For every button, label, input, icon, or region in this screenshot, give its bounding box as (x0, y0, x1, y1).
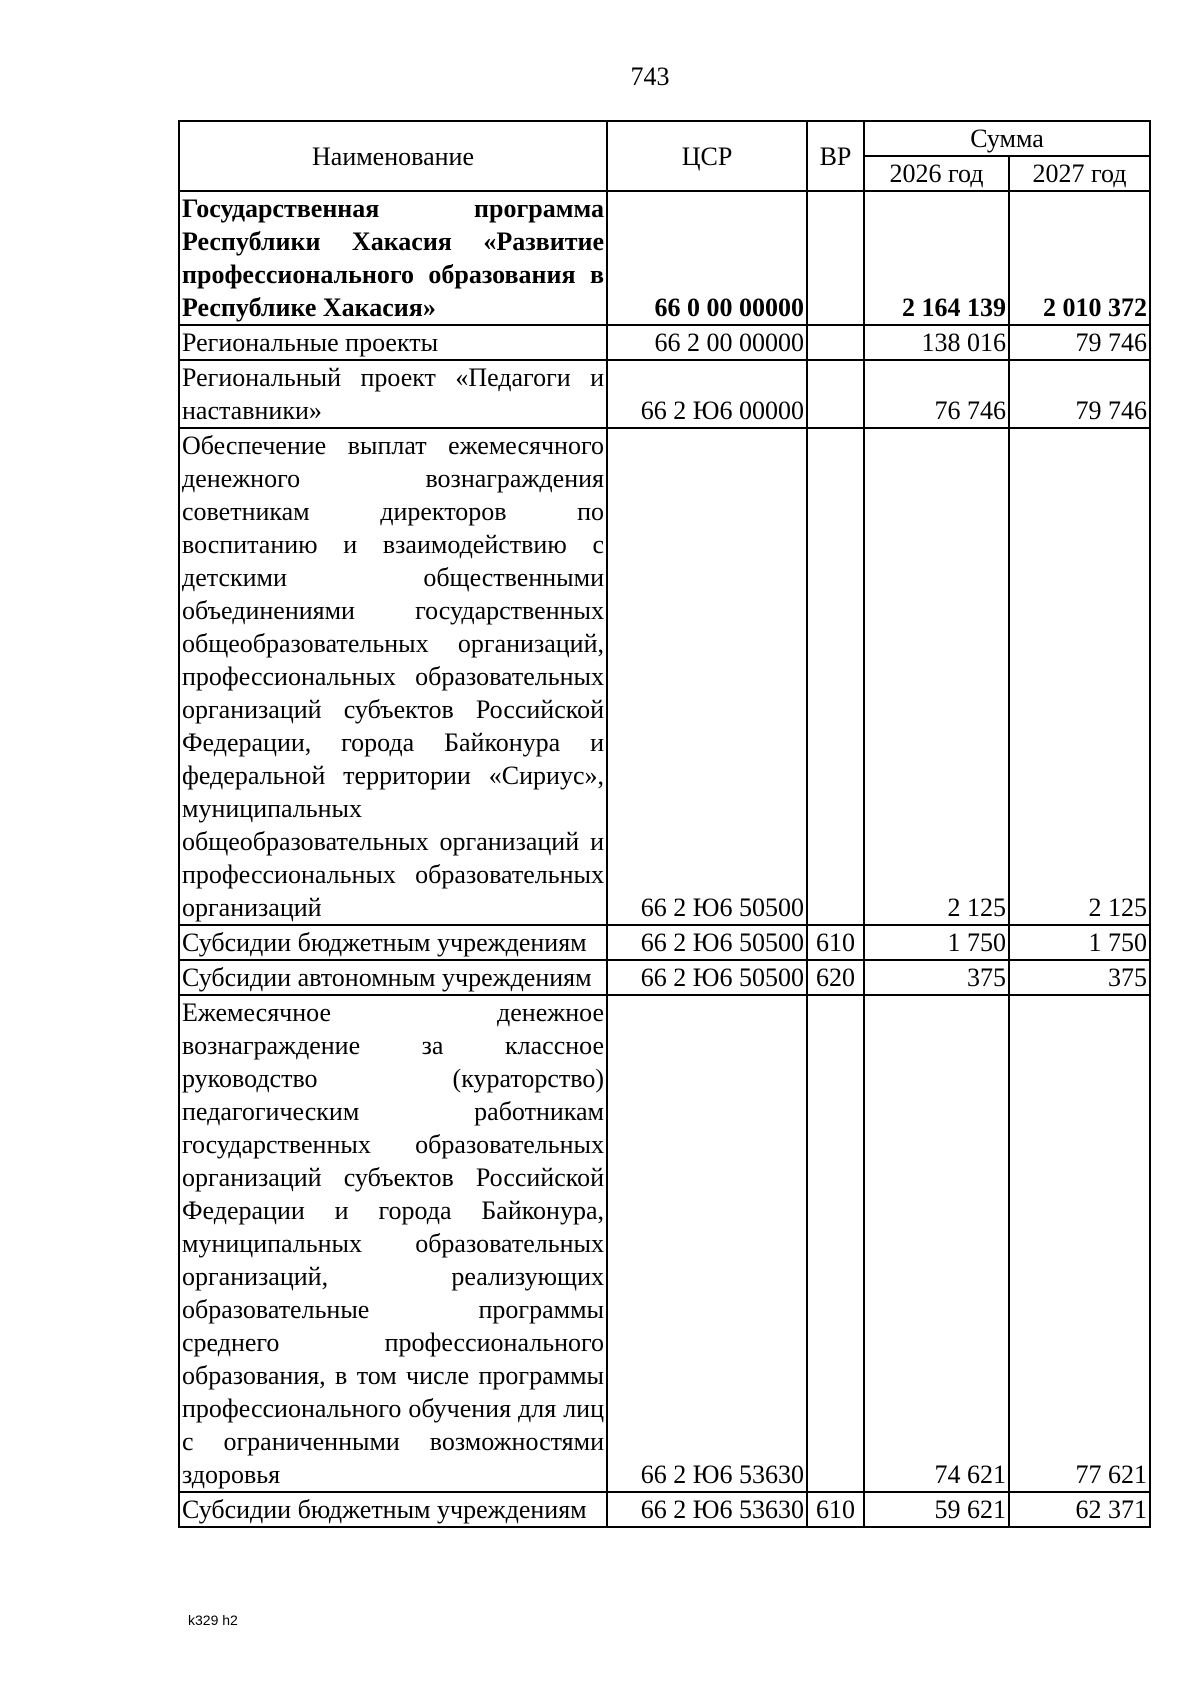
row-vr (807, 191, 864, 325)
row-csr: 66 2 Ю6 50500 (607, 960, 807, 995)
table-row (179, 995, 1150, 1492)
row-vr (807, 325, 864, 360)
row-name: Субсидии бюджетным учреждениям (179, 925, 607, 960)
table-header (179, 121, 1150, 191)
header-name: Наименование (179, 121, 607, 191)
row-csr: 66 2 Ю6 53630 (607, 995, 807, 1492)
row-csr: 66 2 Ю6 00000 (607, 360, 807, 428)
header-year-2026: 2026 год (864, 156, 1009, 191)
row-sum-2027: 2 010 372 (1009, 191, 1150, 325)
header-csr: ЦСР (607, 121, 807, 191)
row-sum-2026: 138 016 (864, 325, 1009, 360)
row-name: Ежемесячное денежное вознаграждение за классное руководство (кураторство) педагогическим работникам государственных образовательных организаций субъектов Российской Федерации и города Байконура, муниципальных образовательных организаций, реализующих образовательные программы среднего профессионального образования, в том числе программы профессионального обучения для лиц с ограниченными возможностями здоровья (179, 995, 607, 1492)
row-sum-2026: 59 621 (864, 1492, 1009, 1527)
row-csr: 66 2 Ю6 50500 (607, 428, 807, 925)
row-name: Субсидии бюджетным учреждениям (179, 1492, 607, 1527)
row-name: Региональный проект «Педагоги и наставники» (179, 360, 607, 428)
row-sum-2027: 79 746 (1009, 360, 1150, 428)
row-csr: 66 2 Ю6 53630 (607, 1492, 807, 1527)
row-name: Региональные проекты (179, 325, 607, 360)
row-vr (807, 360, 864, 428)
table-row (179, 960, 1150, 995)
table-row (179, 325, 1150, 360)
page-number: 743 (630, 62, 670, 91)
row-sum-2026: 1 750 (864, 925, 1009, 960)
row-sum-2027: 62 371 (1009, 1492, 1150, 1527)
row-csr: 66 2 Ю6 50500 (607, 925, 807, 960)
row-sum-2026: 2 125 (864, 428, 1009, 925)
row-csr: 66 0 00 00000 (607, 191, 807, 325)
document-code: k329 h2 (188, 1612, 238, 1628)
row-sum-2026: 76 746 (864, 360, 1009, 428)
row-csr: 66 2 00 00000 (607, 325, 807, 360)
row-vr: 610 (807, 925, 864, 960)
row-sum-2026: 74 621 (864, 995, 1009, 1492)
header-sum: Сумма (864, 121, 1150, 156)
row-name: Государственная программа Республики Хакасия «Развитие профессионального образования в Республике Хакасия» (179, 191, 607, 325)
table-row (179, 360, 1150, 428)
row-sum-2026: 2 164 139 (864, 191, 1009, 325)
row-sum-2027: 2 125 (1009, 428, 1150, 925)
table-row (179, 428, 1150, 925)
row-vr: 610 (807, 1492, 864, 1527)
row-vr (807, 428, 864, 925)
table-body (179, 191, 1150, 1527)
budget-table (178, 120, 1151, 1528)
row-sum-2027: 375 (1009, 960, 1150, 995)
table-row (179, 1492, 1150, 1527)
row-sum-2027: 77 621 (1009, 995, 1150, 1492)
row-sum-2027: 79 746 (1009, 325, 1150, 360)
row-vr (807, 995, 864, 1492)
row-name: Субсидии автономным учреждениям (179, 960, 607, 995)
row-vr: 620 (807, 960, 864, 995)
header-year-2027: 2027 год (1009, 156, 1150, 191)
row-name: Обеспечение выплат ежемесячного денежного вознаграждения советникам директоров по воспитанию и взаимодействию с детскими общественными объединениями государственных общеобразовательных организаций, профессиональных образовательных организаций субъектов Российской Федерации, города Байконура и федеральной территории «Сириус», муниципальных общеобразовательных организаций и профессиональных образовательных организаций (179, 428, 607, 925)
table-row (179, 191, 1150, 325)
row-sum-2027: 1 750 (1009, 925, 1150, 960)
table-row (179, 925, 1150, 960)
header-vr: ВР (807, 121, 864, 191)
row-sum-2026: 375 (864, 960, 1009, 995)
